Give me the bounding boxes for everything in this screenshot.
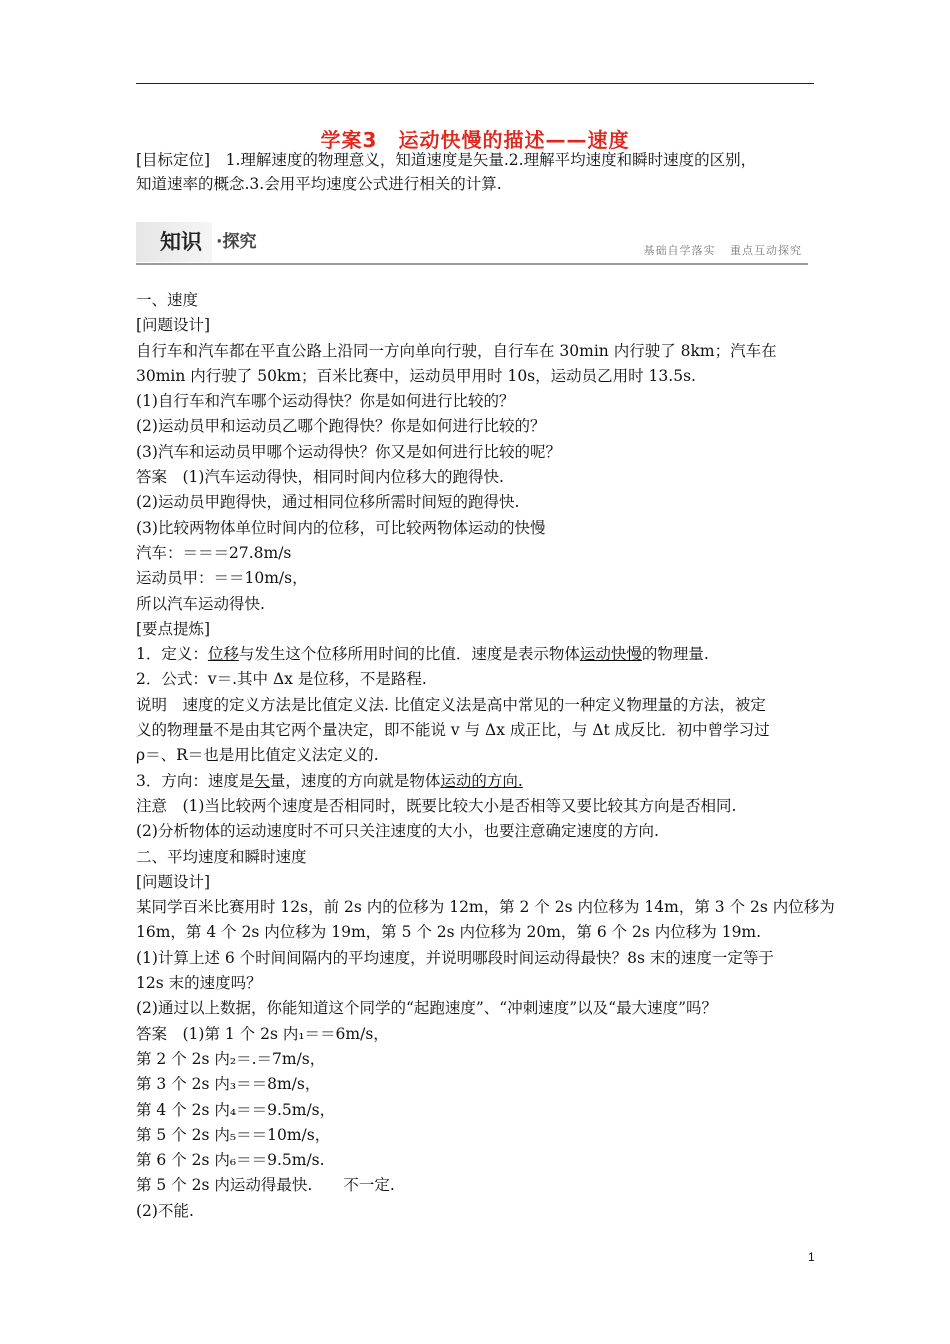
text-line (136, 389, 818, 414)
text-run: 第 5 个 2s 内₅＝＝10m/s， (136, 1125, 331, 1144)
text-run: 汽车：＝＝＝27.8m/s (136, 543, 292, 562)
text-line (136, 339, 818, 364)
goal-line: [目标定位] 1.理解速度的物理意义，知道速度是矢量.2.理解平均速度和瞬时速度的区别， (136, 151, 757, 169)
text-run: 第 2 个 2s 内₂＝.＝7m/s， (136, 1049, 326, 1068)
text-run: 与发生这个位移所用时间的比值．速度是表示物体 (238, 645, 580, 664)
page-number: 1 (808, 1250, 815, 1264)
text-run: 第 4 个 2s 内₄＝＝9.5m/s， (136, 1100, 336, 1119)
text-line (136, 845, 818, 870)
text-run: ρ＝、R＝也是用比值定义法定义的. (136, 746, 379, 765)
text-run: 一、速度 (136, 291, 199, 309)
text-line (136, 1072, 818, 1097)
text-line (136, 1047, 818, 1072)
text-line (136, 769, 818, 794)
text-line (136, 819, 818, 844)
text-line (136, 1098, 818, 1123)
text-run: (1)计算上述 6 个时间间隔内的平均速度，并说明哪段时间运动得最快？8s 末的速度一定等于 (136, 948, 774, 967)
banner-sub-label: ·探究 (216, 232, 257, 252)
text-run: (2)运动员甲跑得快，通过相同位移所需时间短的跑得快. (136, 493, 520, 512)
underlined-term: 运动的方向. (440, 771, 523, 790)
page-title: 学案3 运动快慢的描述——速度 (320, 128, 630, 152)
text-line (136, 313, 818, 338)
text-run: 注意 (1)当比较两个速度是否相同时，既要比较大小是否相等又要比较其方向是否相同. (136, 796, 737, 815)
text-line (136, 364, 818, 389)
text-run: 30min 内行驶了 50km；百米比赛中，运动员甲用时 10s，运动员乙用时 13.5s. (136, 366, 696, 385)
text-line (136, 490, 818, 515)
text-line (136, 1173, 818, 1198)
text-line (136, 516, 818, 541)
text-run: 自行车和汽车都在平直公路上沿同一方向单向行驶，自行车在 30min 内行驶了 8km；汽车在 (136, 341, 777, 360)
text-run: 说明 速度的定义方法是比值定义法. 比值定义法是高中常见的一种定义物理量的方法，被定 (136, 695, 766, 714)
banner-right-label: 基础自学落实 重点互动探究 (643, 244, 802, 257)
text-run: 12s 末的速度吗？ (136, 974, 262, 993)
text-line (136, 1022, 818, 1047)
text-line (136, 440, 818, 465)
text-line (136, 465, 818, 490)
text-line (136, 1123, 818, 1148)
text-line (136, 971, 818, 996)
text-line (136, 895, 835, 920)
section-banner (136, 222, 808, 264)
underlined-term: 矢 (254, 771, 270, 790)
text-line (136, 1199, 818, 1224)
text-run: 某同学百米比赛用时 12s，前 2s 内的位移为 12m，第 2 个 2s 内位移为 14m，第 3 个 2s 内位移为 (136, 898, 835, 917)
text-run: (2)运动员甲和运动员乙哪个跑得快？你是如何进行比较的？ (136, 417, 546, 436)
text-run: (3)汽车和运动员甲哪个运动得快？你又是如何进行比较的呢？ (136, 442, 561, 461)
underlined-term: 运动快慢 (579, 645, 642, 664)
banner-main-label: 知识 (136, 222, 212, 262)
text-run: 1．定义： (136, 645, 208, 664)
text-line (136, 592, 818, 617)
text-line (136, 642, 818, 667)
text-line (136, 946, 818, 971)
text-run: 16m，第 4 个 2s 内位移为 19m，第 5 个 2s 内位移为 20m，第 6 个 2s 内位移为 19m. (136, 923, 762, 942)
text-run: 第 5 个 2s 内运动得最快. 不一定. (136, 1176, 395, 1195)
text-line (136, 743, 818, 768)
text-line (136, 693, 818, 718)
text-line (136, 617, 818, 642)
text-line (136, 794, 818, 819)
text-run: 运动员甲：＝＝10m/s， (136, 569, 308, 588)
text-run: 二、平均速度和瞬时速度 (136, 847, 307, 866)
text-line (136, 996, 818, 1021)
learning-goals (136, 148, 816, 196)
text-run: 2．公式：v＝.其中 Δx 是位移，不是路程. (136, 670, 427, 689)
text-line (136, 288, 818, 313)
text-line (136, 414, 818, 439)
text-line (136, 566, 818, 591)
text-run: 3．方向：速度是 (136, 771, 255, 790)
text-run: [问题设计] (136, 872, 211, 891)
goal-line: 知道速率的概念.3.会用平均速度公式进行相关的计算. (136, 175, 502, 193)
underlined-term: 位移 (207, 645, 239, 664)
text-line (136, 870, 818, 895)
text-run: 义的物理量不是由其它两个量决定，即不能说 v 与 Δx 成正比，与 Δt 成反比．初中曾学习过 (136, 721, 770, 740)
text-line (136, 718, 818, 743)
text-run: (2)分析物体的运动速度时不可只关注速度的大小，也要注意确定速度的方向. (136, 822, 659, 841)
text-run: 第 3 个 2s 内₃＝＝8m/s， (136, 1075, 321, 1094)
top-rule (136, 83, 814, 84)
text-line (136, 1148, 818, 1173)
text-run: (1)自行车和汽车哪个运动得快？你是如何进行比较的？ (136, 392, 515, 411)
text-run: 量，速度的方向就是物体 (269, 771, 441, 790)
text-run: (2)通过以上数据，你能知道这个同学的“起跑速度”、“冲刺速度”以及“最大速度”吗？ (136, 999, 718, 1018)
text-run: (2)不能. (136, 1201, 194, 1220)
text-run: 答案 (1)第 1 个 2s 内₁＝＝6m/s， (136, 1024, 389, 1043)
body-text (136, 288, 835, 1224)
banner-rule (136, 263, 808, 265)
text-run: [要点提炼] (136, 619, 211, 638)
text-run: 答案 (1)汽车运动得快，相同时间内位移大的跑得快. (136, 468, 504, 487)
text-run: 的物理量. (641, 645, 709, 664)
text-line (136, 667, 818, 692)
text-run: (3)比较两物体单位时间内的位移，可比较两物体运动的快慢 (136, 518, 546, 537)
text-run: 所以汽车运动得快. (136, 594, 265, 613)
text-run: [问题设计] (136, 316, 211, 335)
text-line (136, 920, 818, 945)
text-line (136, 541, 818, 566)
text-run: 第 6 个 2s 内₆＝＝9.5m/s. (136, 1151, 325, 1170)
